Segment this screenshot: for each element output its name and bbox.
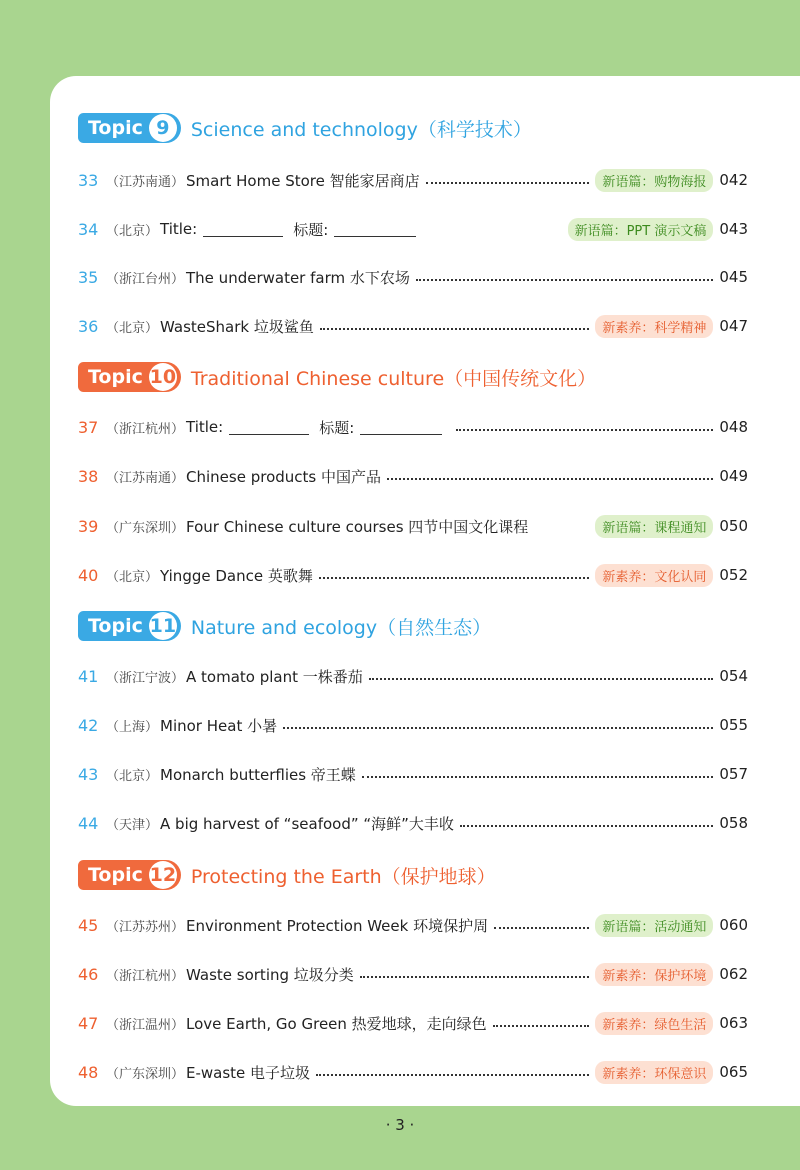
topic-11-header [78,610,491,642]
entry-number: 37 [78,417,99,437]
page-number-footer: · 3 · [385,1116,415,1134]
toc-entry-34[interactable] [78,216,748,242]
entry-page: 058 [719,814,748,832]
entry-location: （北京） [106,223,159,239]
entry-page: 054 [719,667,748,685]
entry-number: 40 [78,565,99,585]
topic-title: Science and technology（科学技术） [190,118,532,141]
entry-number: 39 [78,516,99,536]
topic-title: Protecting the Earth（保护地球） [190,865,496,888]
entry-location: （浙江温州） [106,1017,185,1033]
leader-dots [369,676,714,680]
entry-number: 47 [78,1013,99,1033]
entry-badge: 新素养：绿色生活 [595,1012,713,1035]
entry-number: 44 [78,813,99,833]
entry-page: 065 [719,1063,748,1081]
entry-title: Title: [160,220,198,238]
entry-number: 34 [78,219,99,239]
entry-location: （北京） [106,320,159,336]
entry-title: Four Chinese culture courses 四节中国文化课程 [186,517,529,536]
toc-entry-46[interactable] [78,961,748,987]
entry-number: 45 [78,915,99,935]
entry-page: 062 [719,965,748,983]
entry-location: （浙江台州） [106,271,185,287]
title-blank [360,420,442,435]
entry-title: Environment Protection Week 环境保护周 [186,916,489,935]
title-blank [229,420,309,435]
toc-entry-45[interactable] [78,912,748,938]
leader-dots [416,277,713,281]
topic-number: 11 [149,612,177,640]
entry-badge: 新素养：环保意识 [595,1061,713,1084]
leader-dots [360,974,590,978]
entry-number: 41 [78,666,99,686]
entry-badge: 新语篇：活动通知 [595,914,713,937]
toc-entry-43[interactable] [78,761,748,787]
entry-page: 055 [719,716,748,734]
topic-badge [78,860,181,890]
entry-number: 43 [78,764,99,784]
entry-page: 043 [719,220,748,238]
topic-10-header [78,361,596,393]
toc-entry-42[interactable] [78,712,748,738]
topic-word: Topic [88,366,143,388]
entry-title: WasteShark 垃圾鲨鱼 [160,317,314,336]
toc-entry-41[interactable] [78,663,748,689]
entry-location: （浙江杭州） [106,421,185,437]
topic-badge [78,113,181,143]
leader-dots [362,774,714,778]
entry-badge: 新素养：保护环境 [595,963,713,986]
topic-word: Topic [88,117,143,139]
leader-dots [460,823,713,827]
title-blank [334,222,416,237]
leader-dots [426,180,590,184]
entry-page: 047 [719,317,748,335]
leader-dots [387,476,713,480]
toc-entry-33[interactable] [78,167,748,193]
entry-title-cn: 标题: [293,220,329,239]
entry-number: 42 [78,715,99,735]
entry-title: A tomato plant 一株番茄 [186,667,363,686]
entry-title: Chinese products 中国产品 [186,467,381,486]
topic-word: Topic [88,864,143,886]
topic-title: Nature and ecology（自然生态） [190,616,492,639]
entry-title: The underwater farm 水下农场 [186,268,410,287]
entry-location: （天津） [106,817,159,833]
entry-number: 36 [78,316,99,336]
toc-entry-44[interactable] [78,810,748,836]
topic-number: 10 [149,363,177,391]
entry-badge: 新素养：文化认同 [595,564,713,587]
entry-location: （江苏南通） [106,174,185,190]
entry-page: 057 [719,765,748,783]
entry-page: 052 [719,566,748,584]
toc-entry-37[interactable] [78,414,748,440]
entry-location: （广东深圳） [106,520,185,536]
topic-9-header [78,112,532,144]
toc-entry-36[interactable] [78,313,748,339]
entry-location: （北京） [106,569,159,585]
entry-page: 049 [719,467,748,485]
entry-title: Title: [186,418,224,436]
entry-badge: 新语篇：PPT 演示文稿 [568,218,714,241]
entry-page: 042 [719,171,748,189]
entry-page: 060 [719,916,748,934]
entry-badge: 新语篇：课程通知 [595,515,713,538]
entry-location: （浙江宁波） [106,670,185,686]
entry-title: Minor Heat 小暑 [160,716,278,735]
leader-dots [316,1072,589,1076]
topic-12-header [78,859,496,891]
entry-title: E-waste 电子垃圾 [186,1063,311,1082]
toc-entry-47[interactable] [78,1010,748,1036]
toc-entry-48[interactable] [78,1059,748,1085]
topic-number: 12 [149,861,177,889]
entry-page: 063 [719,1014,748,1032]
title-blank [203,222,283,237]
entry-title-cn: 标题: [319,418,355,437]
topic-word: Topic [88,615,143,637]
toc-entry-35[interactable] [78,264,748,290]
entry-number: 33 [78,170,99,190]
entry-title: A big harvest of “seafood” “海鲜”大丰收 [160,814,454,833]
entry-number: 46 [78,964,99,984]
entry-location: （广东深圳） [106,1066,185,1082]
entry-location: （上海） [106,719,159,735]
toc-entry-39[interactable] [78,513,748,539]
entry-title: Yingge Dance 英歌舞 [160,566,313,585]
entry-title: Monarch butterflies 帝王蝶 [160,765,356,784]
entry-badge: 新语篇：购物海报 [595,169,713,192]
entry-location: （北京） [106,768,159,784]
entry-number: 48 [78,1062,99,1082]
entry-number: 38 [78,466,99,486]
toc-entry-38[interactable] [78,463,748,489]
leader-dots [494,925,589,929]
leader-dots [320,326,589,330]
leader-dots [456,427,713,431]
entry-page: 045 [719,268,748,286]
entry-location: （江苏苏州） [106,919,185,935]
entry-title: Smart Home Store 智能家居商店 [186,171,420,190]
leader-dots [283,725,713,729]
entry-page: 050 [719,517,748,535]
entry-page: 048 [719,418,748,436]
entry-title: Love Earth, Go Green 热爱地球，走向绿色 [186,1014,487,1033]
leader-dots [319,575,589,579]
entry-location: （江苏南通） [106,470,185,486]
topic-number: 9 [149,114,177,142]
topic-title: Traditional Chinese culture（中国传统文化） [190,367,597,390]
topic-badge [78,611,181,641]
entry-title: Waste sorting 垃圾分类 [186,965,354,984]
entry-badge: 新素养：科学精神 [595,315,713,338]
entry-number: 35 [78,267,99,287]
leader-dots [493,1023,590,1027]
topic-badge [78,362,181,392]
entry-location: （浙江杭州） [106,968,185,984]
toc-entry-40[interactable] [78,562,748,588]
